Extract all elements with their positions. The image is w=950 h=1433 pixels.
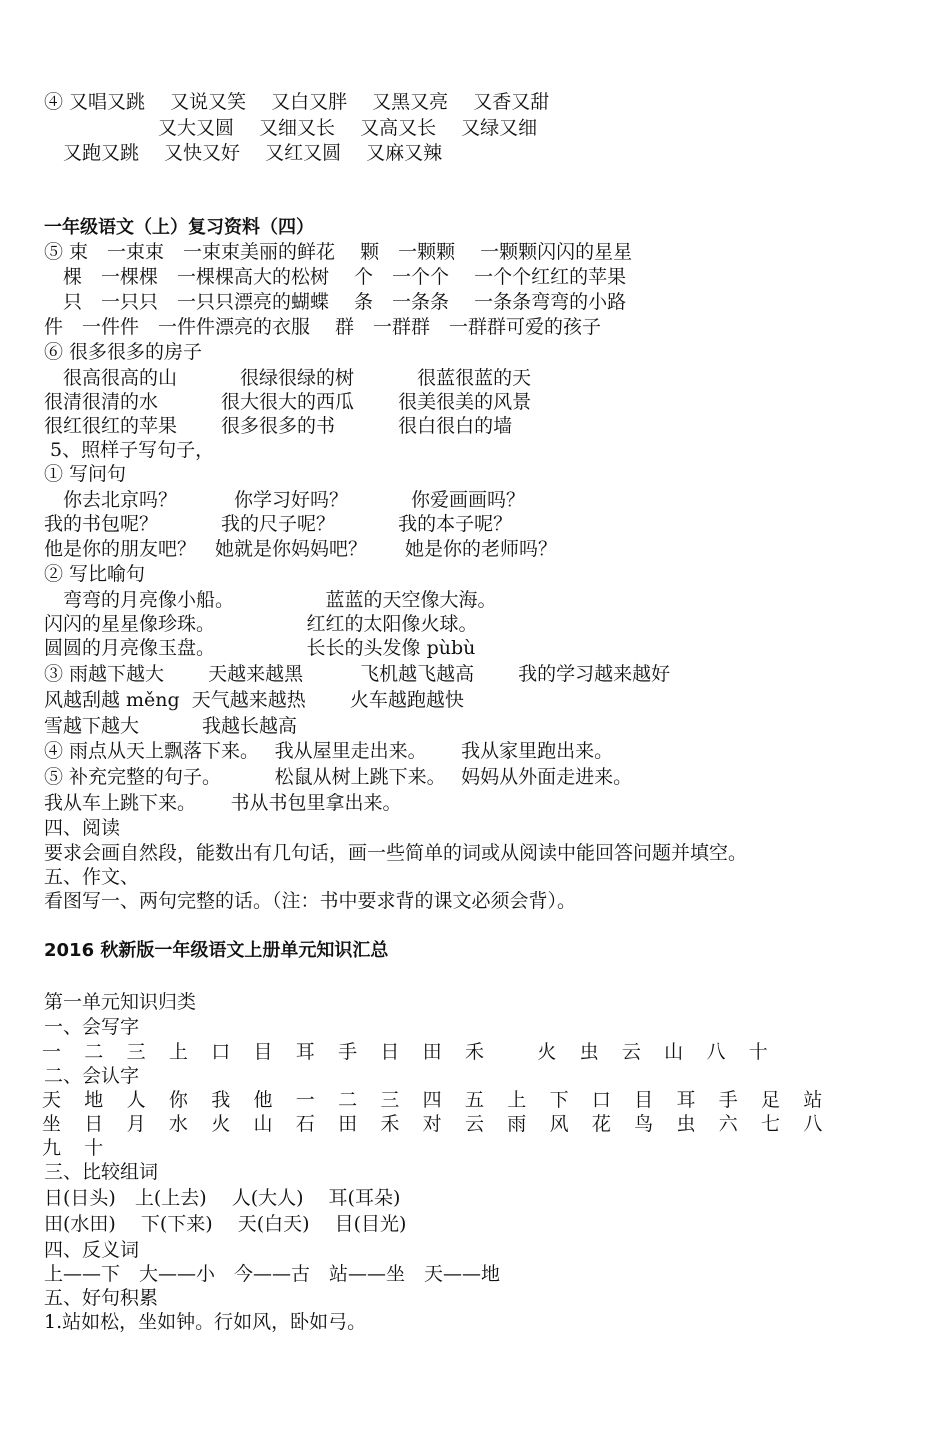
text-line: 我的书包呢？ 我的尺子呢？ 我的本子呢？ [44,513,513,535]
char: 五 [464,1089,484,1111]
char: 八 [803,1113,823,1135]
text-line: ⑤ 束 一束束 一束束美丽的鲜花 颗 一颗颗 一颗颗闪闪的星星 [44,241,633,263]
char: 禾 [380,1113,400,1135]
text-line: 闪闪的星星像珍珠。 红红的太阳像火球。 [44,613,478,635]
text-line: 四、反义词 [44,1239,140,1261]
text-line: 5、照样子写句子， [44,439,215,461]
char: 九 [42,1137,62,1159]
char: 上 [168,1041,188,1063]
text-line: 日(日头) 上(上去) 人(大人) 耳(耳朵) [44,1187,401,1209]
read-chars-row [42,1112,846,1136]
read-chars-row [42,1088,846,1112]
text-line: ② 写比喻句 [44,563,146,585]
text-line: ⑥ 很多很多的房子 [44,341,203,363]
char: 火 [211,1113,231,1135]
text-line: 第一单元知识归类 [44,991,197,1013]
char: 天 [42,1089,62,1111]
text-line: 又跑又跳 又快又好 又红又圆 又麻又辣 [44,142,443,164]
char: 站 [803,1089,823,1111]
char: 三 [126,1041,146,1063]
text-line: 五、作文、 [44,866,140,888]
text-line: 要求会画自然段，能数出有几句话，画一些简单的词或从阅读中能回答问题并填空。 [44,842,748,864]
char: 一 [295,1089,315,1111]
char: 上 [507,1089,527,1111]
text-line: 雪越下越大 我越长越高 [44,715,298,737]
text-line: 四、阅读 [44,817,121,839]
text-line: ④ 雨点从天上飘落下来。 我从屋里走出来。 我从家里跑出来。 [44,740,614,762]
char: 田 [338,1113,358,1135]
char: 虫 [676,1113,696,1135]
text-line: 又大又圆 又细又长 又高又长 又绿又细 [44,117,538,139]
text-line: 很红很红的苹果 很多很多的书 很白很白的墙 [44,415,513,437]
char: 山 [253,1113,273,1135]
char: 风 [549,1113,569,1135]
char: 地 [84,1089,104,1111]
text-line: 棵 一棵棵 一棵棵高大的松树 个 一个个 一个个红红的苹果 [44,266,627,288]
read-chars-row [42,1136,127,1160]
text-line: 看图写一、两句完整的话。（注：书中要求背的课文必须会背）。 [44,890,577,912]
text-line: 圆圆的月亮像玉盘。 长长的头发像 pùbù [44,637,476,659]
char: 手 [718,1089,738,1111]
char: 十 [748,1041,768,1063]
text-line: ⑤ 补充完整的句子。 松鼠从树上跳下来。 妈妈从外面走进来。 [44,766,633,788]
text-line: 二、会认字 [44,1065,140,1087]
char: 田 [422,1041,442,1063]
char: 鸟 [634,1113,654,1135]
char: 一 [42,1041,62,1063]
char: 口 [591,1089,611,1111]
char: 目 [253,1041,273,1063]
char: 二 [338,1089,358,1111]
text-line: 很清很清的水 很大很大的西瓜 很美很美的风景 [44,391,532,413]
char: 人 [126,1089,146,1111]
char: 手 [338,1041,358,1063]
char: 虫 [579,1041,599,1063]
text-line: 1.站如松，坐如钟。行如风，卧如弓。 [44,1311,367,1333]
text-line: 田(水田) 下(下来) 天(白天) 目(目光) [44,1213,407,1235]
char: 七 [761,1113,781,1135]
char: 你 [168,1089,188,1111]
char: 石 [295,1113,315,1135]
char: 日 [380,1041,400,1063]
text-line: 一、会写字 [44,1016,140,1038]
char: 花 [591,1113,611,1135]
char: 二 [84,1041,104,1063]
write-chars-row [42,1040,791,1064]
text-line: 风越刮越 měng 天气越来越热 火车越跑越快 [44,689,464,711]
text-line: ④ 又唱又跳 又说又笑 又白又胖 又黑又亮 又香又甜 [44,91,550,113]
text-line: ③ 雨越下越大 天越来越黑 飞机越飞越高 我的学习越来越好 [44,663,671,685]
char: 禾 [464,1041,484,1063]
text-line: 五、好句积累 [44,1287,159,1309]
char: 月 [126,1113,146,1135]
char: 日 [84,1113,104,1135]
char: 云 [621,1041,641,1063]
char: 足 [761,1089,781,1111]
char: 坐 [42,1113,62,1135]
char: 耳 [295,1041,315,1063]
char: 耳 [676,1089,696,1111]
char: 三 [380,1089,400,1111]
char: 云 [464,1113,484,1135]
char: 火 [537,1041,557,1063]
char: 目 [634,1089,654,1111]
section-heading: 一年级语文（上）复习资料（四） [44,217,314,238]
text-line: 很高很高的山 很绿很绿的树 很蓝很蓝的天 [44,367,532,389]
text-line: 弯弯的月亮像小船。 蓝蓝的天空像大海。 [44,589,497,611]
char: 八 [706,1041,726,1063]
char: 下 [549,1089,569,1111]
char: 四 [422,1089,442,1111]
char: 口 [211,1041,231,1063]
text-line: 三、比较组词 [44,1161,159,1183]
char: 我 [211,1089,231,1111]
text-line: 我从车上跳下来。 书从书包里拿出来。 [44,792,402,814]
char: 雨 [507,1113,527,1135]
text-line: 他是你的朋友吧？ 她就是你妈妈吧？ 她是你的老师吗？ [44,538,558,560]
text-line: 只 一只只 一只只漂亮的蝴蝶 条 一条条 一条条弯弯的小路 [44,291,627,313]
char: 他 [253,1089,273,1111]
text-line: 你去北京吗？ 你学习好吗？ 你爱画画吗？ [44,489,526,511]
section-heading: 2016 秋新版一年级语文上册单元知识汇总 [44,940,389,961]
text-line: 上——下 大——小 今——古 站——坐 天——地 [44,1263,501,1285]
text-line: ① 写问句 [44,463,127,485]
char: 对 [422,1113,442,1135]
char: 六 [718,1113,738,1135]
char: 水 [168,1113,188,1135]
char: 山 [664,1041,684,1063]
char: 十 [84,1137,104,1159]
text-line: 件 一件件 一件件漂亮的衣服 群 一群群 一群群可爱的孩子 [44,316,602,338]
